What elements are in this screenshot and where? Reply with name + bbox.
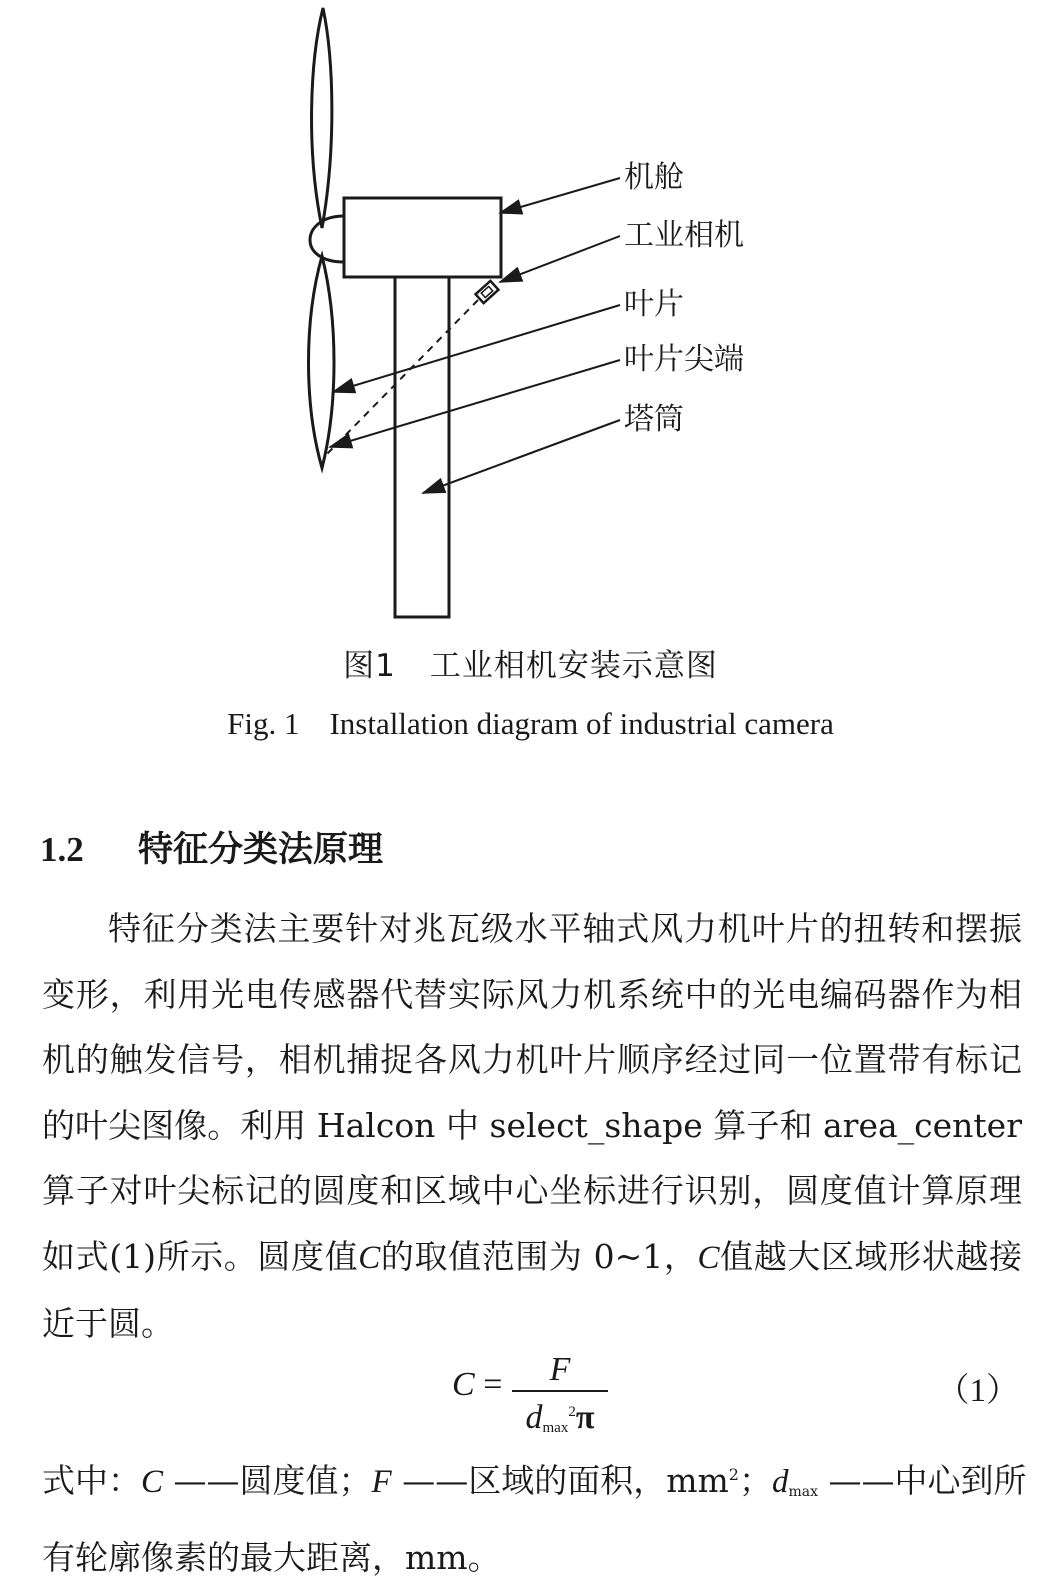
eq-den-sub: max (542, 1420, 569, 1436)
notes-d-desc: ——中心到所有轮廓像素的最大距离，mm。 (42, 1461, 1027, 1577)
blade-label: 叶片 (624, 287, 684, 322)
notes-d-sub: max (788, 1484, 818, 1500)
equation-lhs (452, 1366, 502, 1404)
tower-leader (423, 420, 620, 493)
equation-notes (42, 1442, 1027, 1591)
figure-number-zh: 图1 (343, 648, 396, 684)
figure-number-en: Fig. 1 (227, 706, 300, 741)
paragraph-text-1: 特征分类法主要针对兆瓦级水平轴式风力机叶片的扭转和摆振变形，利用光电传感器代替实际风力机系统中的光电编码器作为相机的触发信号，相机捕捉各风力机叶片顺序经过同一位置带有标记的叶尖图像。利用 Halcon 中 select_shape 算子和 area_center 算子对叶尖标记的圆度和区域中心坐标进行识别，圆度值计算原理如式(1)所示。圆度值 (42, 909, 1022, 1276)
eq-lhs-var: C (452, 1366, 475, 1403)
paragraph-text-3: 值越大区域形状越接近于圆。 (42, 1236, 1022, 1343)
notes-prefix: 式中： (42, 1461, 141, 1500)
camera-leader (500, 236, 620, 282)
eq-equals: = (483, 1366, 503, 1403)
var-c-2: C (697, 1239, 720, 1276)
figure-caption-en (0, 706, 1061, 742)
figure-title-zh: 工业相机安装示意图 (429, 648, 718, 684)
eq-denominator (512, 1394, 608, 1446)
section-number: 1.2 (40, 830, 84, 869)
notes-f-var: F (371, 1464, 392, 1500)
notes-c-desc: ——圆度值； (173, 1461, 372, 1500)
camera-view-line (326, 300, 478, 455)
tower-label: 塔筒 (624, 402, 684, 437)
wind-turbine-diagram (0, 0, 1061, 630)
section-heading (40, 822, 383, 872)
eq-den-sup: 2 (568, 1404, 576, 1420)
eq-den-var: d (525, 1399, 543, 1436)
figure-title-en: Installation diagram of industrial camera (329, 706, 834, 741)
nacelle (344, 198, 501, 277)
blade-tip-label: 叶片尖端 (624, 342, 744, 377)
upper-blade (312, 8, 332, 228)
tower (395, 277, 449, 617)
notes-f-unit-sup: 2 (728, 1465, 739, 1484)
camera-label: 工业相机 (624, 218, 744, 253)
hub (310, 216, 344, 262)
blade-leader (333, 305, 620, 392)
notes-c-var: C (141, 1464, 164, 1500)
equation-1 (0, 1351, 1061, 1436)
section-title: 特征分类法原理 (138, 830, 384, 870)
lower-blade (309, 256, 335, 468)
notes-d-var: d (771, 1464, 789, 1500)
equation-number: （1） (936, 1373, 1019, 1409)
eq-den-pi: π (575, 1399, 595, 1436)
blade-tip-leader (330, 360, 620, 447)
var-c: C (358, 1239, 381, 1276)
fraction-bar (512, 1390, 608, 1392)
paragraph-text-2: 的取值范围为 0~1， (380, 1236, 698, 1276)
nacelle-leader (500, 178, 620, 213)
notes-semicolon: ； (738, 1461, 772, 1500)
figure-caption-zh (0, 640, 1061, 685)
nacelle-label: 机舱 (624, 160, 684, 195)
equation-fraction (512, 1352, 608, 1446)
notes-f-desc: ——区域的面积，mm (402, 1461, 729, 1500)
camera-icon (476, 281, 499, 303)
body-paragraph (42, 896, 1022, 1357)
eq-numerator: F (549, 1351, 571, 1388)
